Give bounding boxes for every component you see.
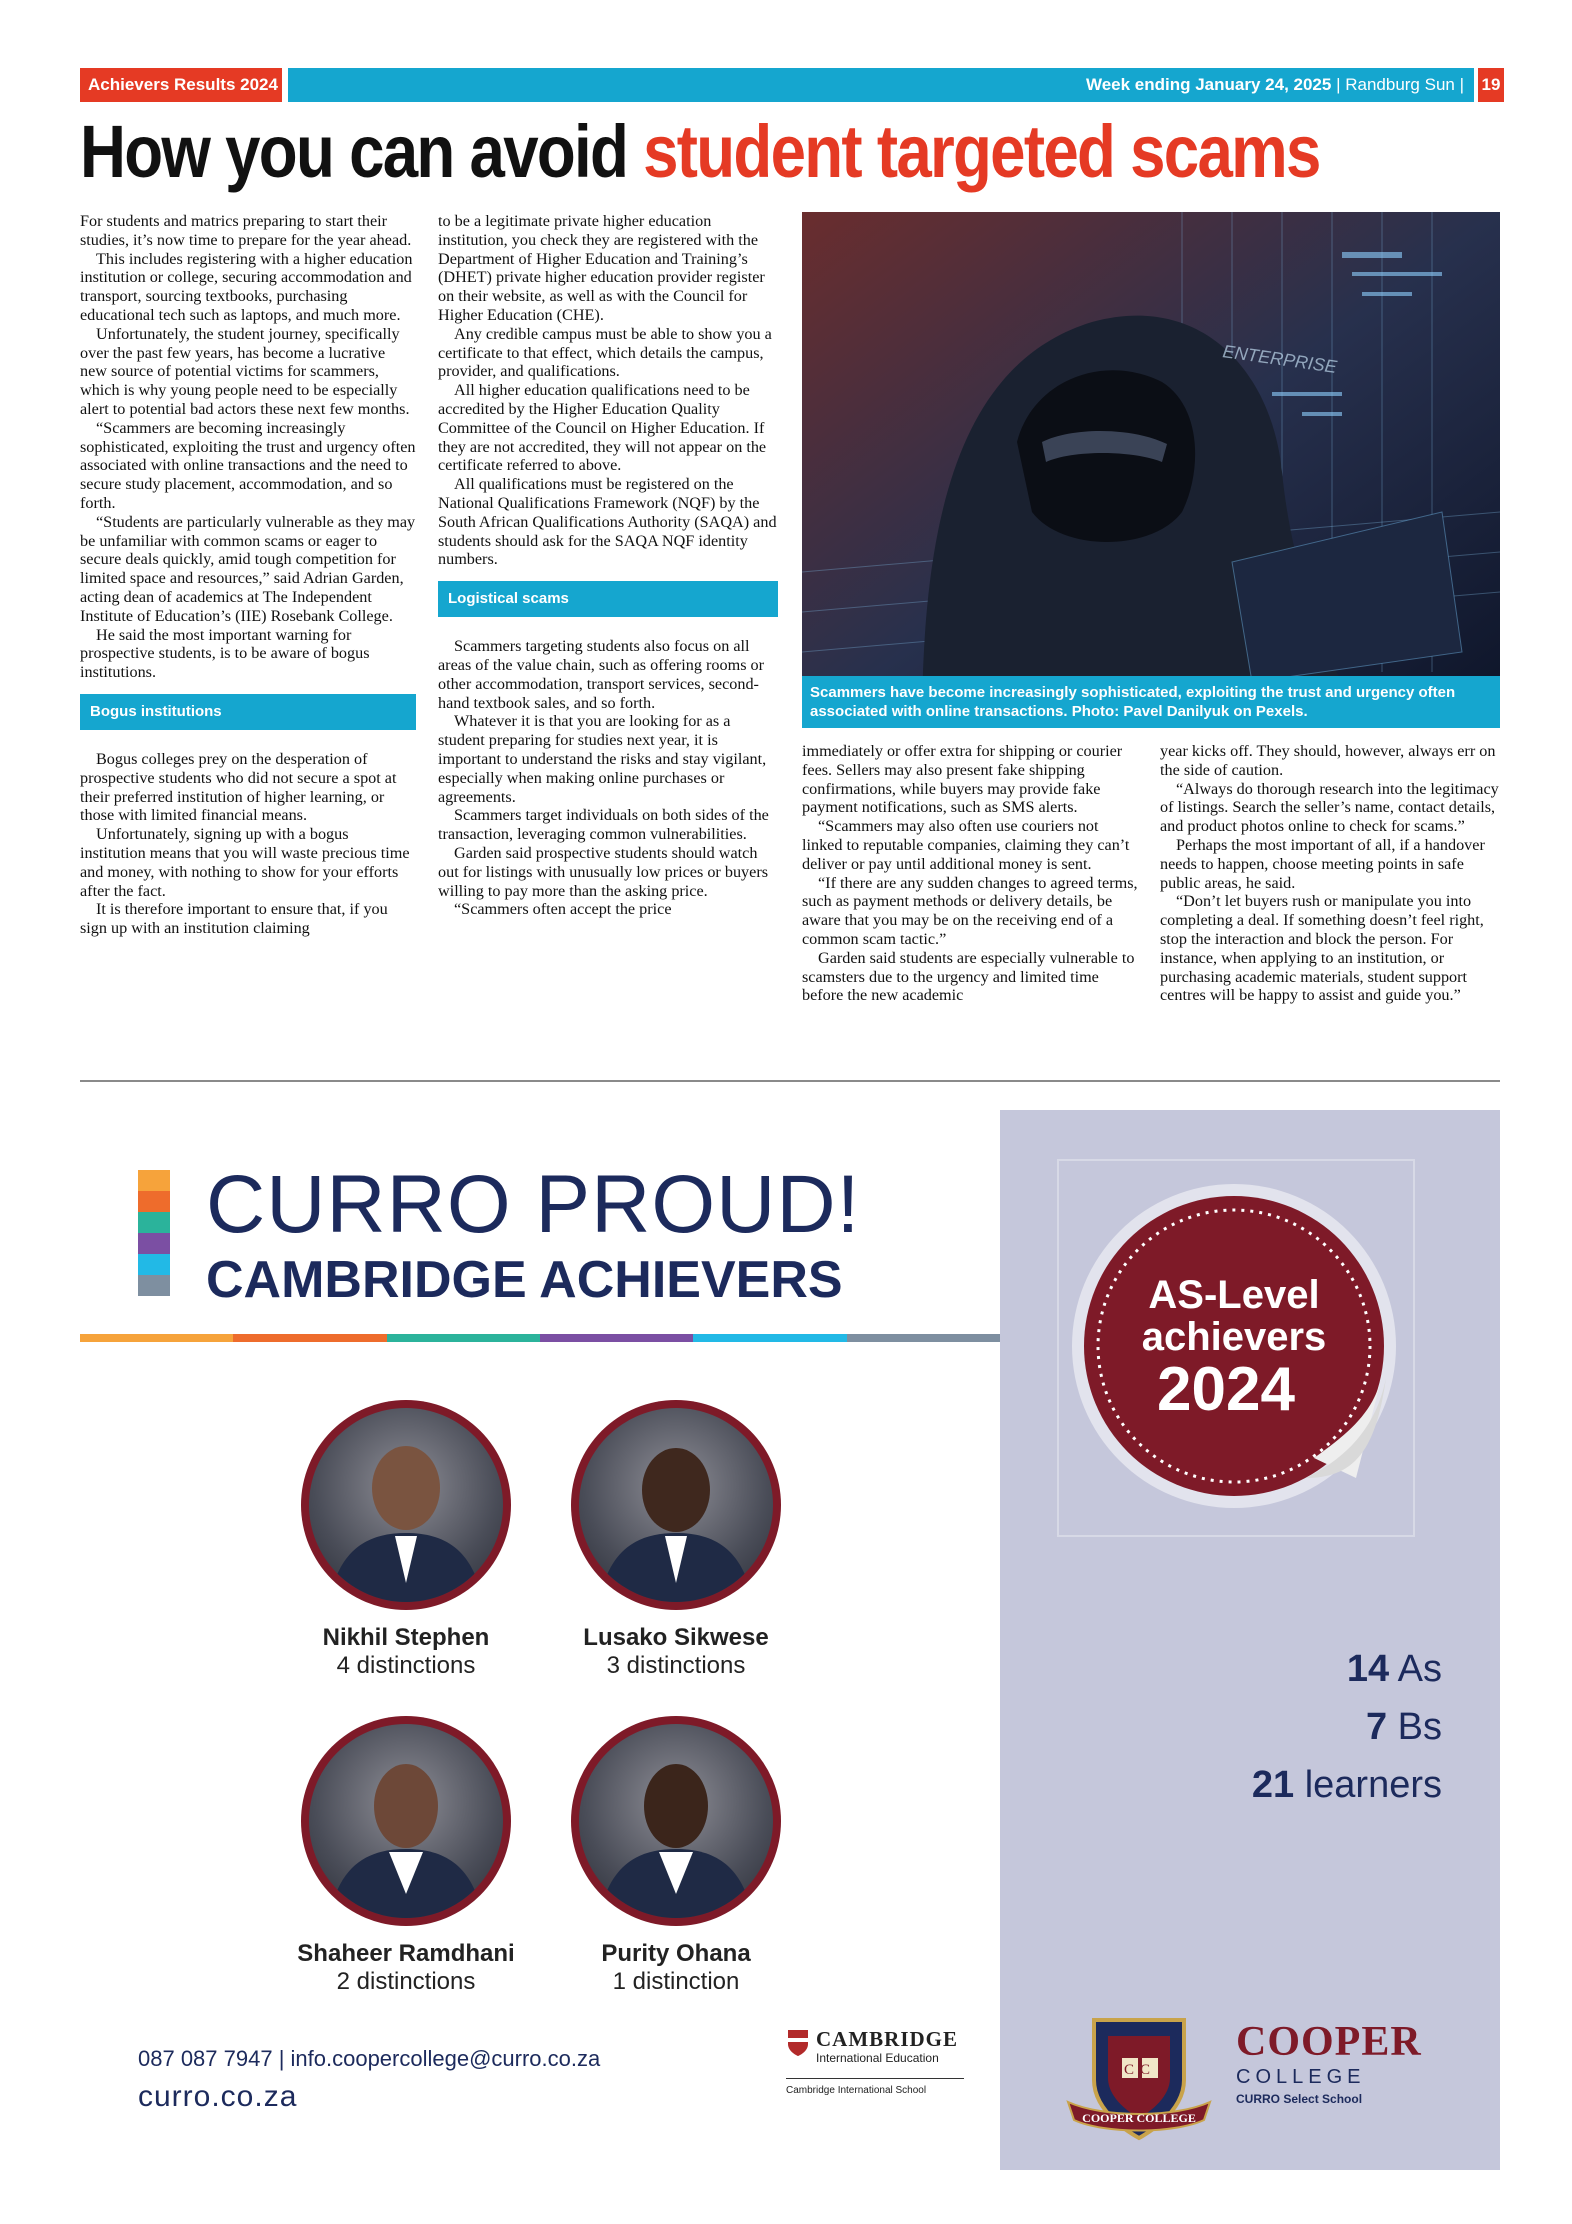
headline-part1: How you can avoid [80,110,644,193]
paragraph: All qualifications must be registered on the National Qualifications Framework (NQF) by the South African Qualifications Authority (SAQA) and students should ask for the SAQA NQF identity numbers. [438,475,777,569]
sticker-line2: achievers [1141,1315,1327,1359]
paragraph: Scammers target individuals on both sides of the transaction, leveraging common vulnerabilities. [438,806,769,844]
portrait-silhouette [309,1724,503,1918]
bar-segment [847,1334,1000,1342]
page-number: 19 [1478,68,1504,102]
crest-letters: CC [1123,2062,1157,2078]
student-name: Shaheer Ramdhani [297,1940,515,1967]
issue-info [288,68,1474,102]
paragraph: Perhaps the most important of all, if a handover needs to happen, choose meeting points in safe public areas, he said. [1160,835,1485,892]
paragraph: Unfortunately, signing up with a bogus institution means that you will waste precious time and money, with nothing to show for your efforts after the fact. [80,825,410,900]
issue-date: Week ending January 24, 2025 [1085,75,1332,94]
headline-part2: student targeted scams [643,110,1320,193]
portrait-frame [571,1716,781,1926]
student-distinctions: 4 distinctions [336,1652,476,1679]
paragraph: “Scammers are becoming increasingly sophisticated, exploiting the trust and urgency often associated with online transactions and the need to secure study placement, accommodation, and so forth. [80,418,416,512]
stripe [138,1275,170,1296]
paragraph: Bogus colleges prey on the desperation of prospective students who did not secure a spot at their preferred institution of higher learning, or those with limited financial means. [80,749,397,825]
bar-segment [387,1334,540,1342]
ad-color-bar [80,1334,1000,1342]
student-card [286,1400,526,1680]
cambridge-sub: International Education [816,2051,939,2065]
stat-row [1142,1698,1442,1756]
stripe [138,1233,170,1254]
student-distinctions: 3 distinctions [606,1652,746,1679]
cooper-name: COOPER [1236,2019,1422,2065]
student-card [556,1400,796,1680]
article-photo [802,212,1500,728]
page-header [80,68,1504,102]
cooper-college-word: COLLEGE [1236,2066,1366,2088]
student-name: Lusako Sikwese [583,1624,769,1651]
paragraph: immediately or offer extra for shipping or courier fees. Sellers may also present fake shipping confirmations, while buyers may provide fake payment notifications, such as SMS alerts. [802,742,1123,817]
paragraph: Any credible campus must be able to show you a certificate to that effect, which details the campus, provider, and qualifications. [438,324,772,381]
portrait-silhouette [309,1408,503,1602]
student-portrait [579,1408,773,1602]
publication-name: | Randburg Sun | [1336,75,1464,94]
stat-number: 7 [1365,1706,1388,1748]
cambridge-crest-icon [786,2028,810,2058]
subhead-bogus-institutions: Bogus institutions [80,694,416,730]
stat-label: As [1389,1648,1442,1690]
cambridge-logo [786,2028,964,2096]
paragraph: He said the most important warning for prospective students, is to be aware of bogus institutions. [80,625,370,682]
results-stats [1142,1640,1442,1814]
cooper-crest-icon [1064,2010,1214,2150]
student-card [286,1716,526,1996]
student-distinctions: 2 distinctions [336,1968,476,1995]
article-column-3 [802,742,1142,1005]
paragraph: to be a legitimate private higher education institution, you check they are registered with the Department of Higher Education and Training’s (DHET) private higher education provider register on their website, as well as with the Council for Higher Education (CHE). [438,212,765,324]
stripe [138,1254,170,1275]
crest-banner-text: COOPER COLLEGE [1082,2111,1196,2125]
portrait-frame [571,1400,781,1610]
cooper-college-logo [1236,2020,1422,2108]
paragraph: Garden said prospective students should watch out for listings with unusually low prices or buyers willing to pay more than the asking price. [438,843,769,900]
bar-segment [540,1334,693,1342]
paragraph: year kicks off. They should, however, always err on the side of caution. [1160,742,1496,779]
student-distinctions: 1 distinction [612,1968,740,1995]
stat-number: 21 [1251,1764,1295,1806]
portrait-frame [301,1716,511,1926]
cambridge-name: CAMBRIDGE [816,2027,959,2051]
contact-info[interactable]: 087 087 7947 | info.coopercollege@curro.co.za [138,2046,601,2071]
student-portrait [309,1724,503,1918]
student-name: Nikhil Stephen [322,1624,490,1651]
section-label: Achievers Results 2024 [80,68,282,102]
portrait-silhouette [579,1408,773,1602]
as-level-sticker [1056,1158,1416,1538]
stat-label: Bs [1387,1706,1442,1748]
paragraph: Scammers targeting students also focus on all areas of the value chain, such as offering rooms or other accommodation, transport services, second-hand textbook sales, and so forth. [438,637,765,712]
article-column-2 [438,212,778,919]
stat-row [1142,1756,1442,1814]
subhead-logistical-scams: Logistical scams [438,581,778,617]
article-column-4 [1160,742,1500,1005]
stat-label: learners [1294,1764,1442,1806]
bar-segment [233,1334,386,1342]
hacker-illustration [802,212,1500,728]
cambridge-school: Cambridge International School [786,2078,964,2096]
student-name: Purity Ohana [601,1940,751,1967]
paragraph: “Scammers may also often use couriers not linked to reputable companies, claiming they can’t deliver or pay until additional money is sent. [802,817,1130,873]
section-divider [80,1080,1500,1082]
ad-subtitle: CAMBRIDGE ACHIEVERS [206,1251,843,1309]
student-portrait [309,1408,503,1602]
ad-title: CURRO PROUD! [206,1159,861,1250]
paragraph: It is therefore important to ensure that, if you sign up with an institution claiming [80,900,388,938]
sticker-year: 2024 [1157,1355,1295,1424]
article-column-1 [80,212,416,938]
portrait-silhouette [579,1724,773,1918]
article-headline [80,110,1320,193]
stat-number: 14 [1346,1648,1390,1690]
paragraph: All higher education qualifications need to be accredited by the Higher Education Quality Committee of the Council on Higher Education. If they are not accredited, they will not appear on the certificate referred to above. [438,381,767,475]
paragraph: Garden said students are especially vulnerable to scamsters due to the urgency and limited time before the new academic [802,948,1135,1005]
paragraph: “Always do thorough research into the legitimacy of listings. Search the seller’s name, contact details, and product photos online to check for scams.” [1160,779,1499,836]
paragraph: Whatever it is that you are looking for as a student preparing for studies next year, it is important to understand the risks and stay vigilant, especially when making online purchases or agreements. [438,712,767,806]
photo-caption: Scammers have become increasingly sophisticated, exploiting the trust and urgency often associated with online transactions. Photo: Pavel Danilyuk on Pexels. [802,676,1500,728]
bar-segment [693,1334,846,1342]
paragraph: For students and matrics preparing to start their studies, it’s now time to prepare for the year ahead. [80,212,412,249]
photo-enterprise-text: ENTERPRISE [1221,341,1339,377]
paragraph: “Don’t let buyers rush or manipulate you into completing a deal. If something doesn’t feel right, stop the interaction and block the person. For instance, when applying to an institution, or purchasing academic materials, student support centres will be happy to assist and guide you.” [1160,892,1484,1005]
portrait-frame [301,1400,511,1610]
stat-row [1142,1640,1442,1698]
website-link[interactable]: curro.co.za [138,2080,298,2113]
stripe [138,1191,170,1212]
student-portrait [579,1724,773,1918]
paragraph: Unfortunately, the student journey, specifically over the past few years, has become a lucrative new source of potential victims for scammers, which is why young people need to be especially alert to potential bad actors these next few months. [80,324,410,418]
stripe [138,1170,170,1191]
paragraph: “If there are any sudden changes to agreed terms, such as payment methods or delivery details, be aware that you may be on the receiving end of a common scam tactic.” [802,873,1138,948]
stripe [138,1212,170,1233]
student-card [556,1716,796,1996]
paragraph: This includes registering with a higher education institution or college, securing accommodation and transport, sourcing textbooks, purchasing educational tech such as laptops, and much more. [80,249,413,324]
paragraph: “Scammers often accept the price [454,900,672,919]
ad-color-stripes [138,1170,170,1296]
bar-segment [80,1334,233,1342]
paragraph: “Students are particularly vulnerable as they may be unfamiliar with common scams or eager to secure deals quickly, amid tough competition for limited space and resources,” said Adrian Garden, acting dean of academics at The Independent Institute of Education’s (IIE) Rosebank College. [80,512,416,625]
cooper-curro-line: CURRO Select School [1236,2092,1363,2106]
sticker-line1: AS-Level [1148,1273,1320,1317]
